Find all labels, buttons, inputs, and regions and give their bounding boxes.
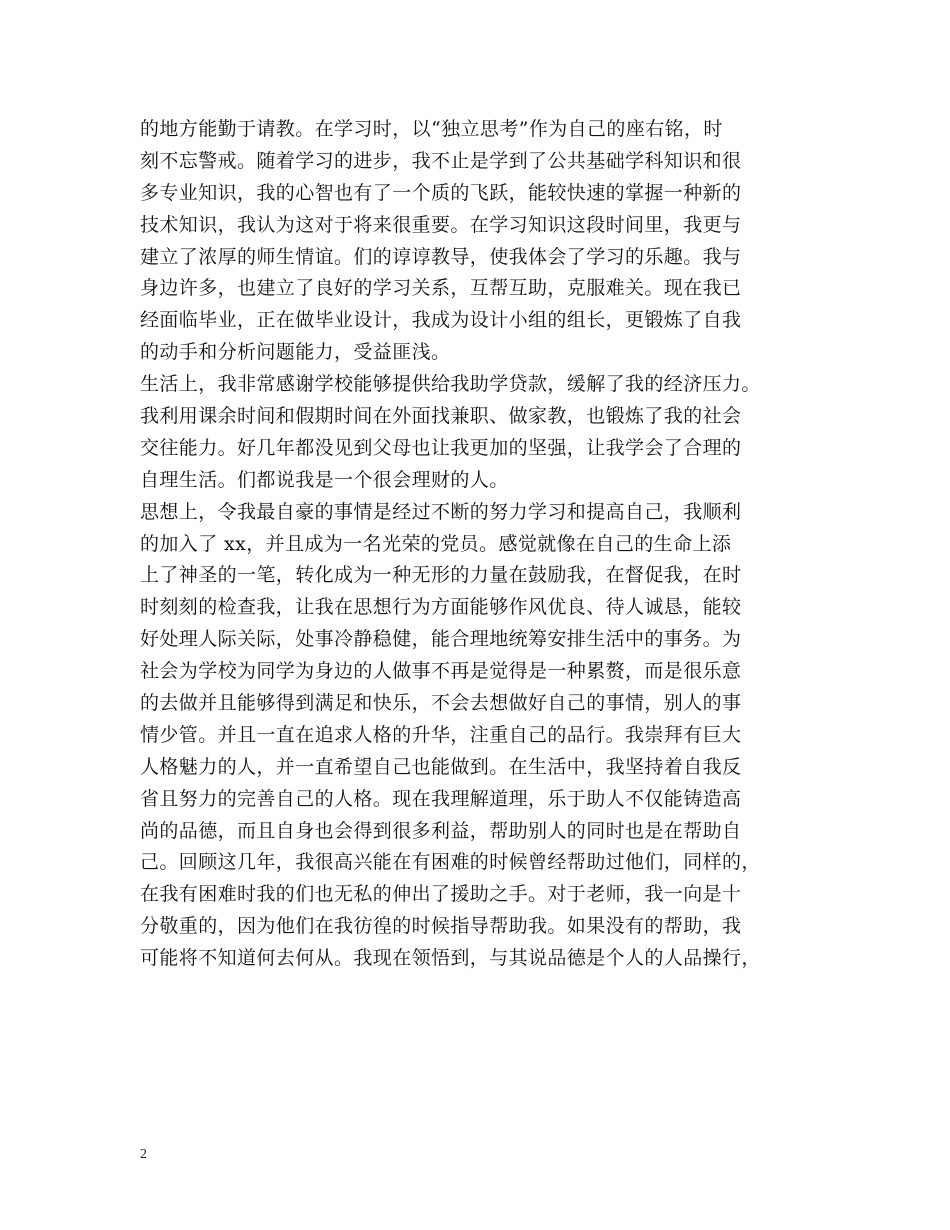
text-line: 经面临毕业，正在做毕业设计，我成为设计小组的组长，更锻炼了自我: [140, 309, 742, 332]
body-text: [140, 114, 830, 975]
text-line: 可能将不知道何去何从。我现在领悟到，与其说品德是个人的人品操行，: [140, 947, 761, 970]
text-line: 上了神圣的一笔，转化成为一种无形的力量在鼓励我，在督促我，在时: [140, 564, 742, 587]
text-line: 生活上，我非常感谢学校能够提供给我助学贷款，缓解了我的经济压力。: [140, 373, 761, 396]
text-line: 刻不忘警戒。随着学习的进步，我不止是学到了公共基础学科知识和很: [140, 149, 742, 172]
text-line: 的去做并且能够得到满足和快乐，不会去想做好自己的事情，别人的事: [140, 692, 742, 715]
text-line: 的加入了 xx，并且成为一名光荣的党员。感觉就像在自己的生命上添: [140, 532, 732, 555]
text-line: 己。回顾这几年，我很高兴能在有困难的时候曾经帮助过他们，同样的，: [140, 851, 761, 874]
text-line: 我利用课余时间和假期时间在外面找兼职、做家教，也锻炼了我的社会: [140, 405, 742, 428]
text-line: 社会为学校为同学为身边的人做事不再是觉得是一种累赘，而是很乐意: [140, 660, 742, 683]
text-line: 交往能力。好几年都没见到父母也让我更加的坚强，让我学会了合理的: [140, 436, 742, 459]
text-line: 的地方能勤于请教。在学习时，以“独立思考”作为自己的座右铭，时: [140, 118, 723, 140]
text-line: 思想上，令我最自豪的事情是经过不断的努力学习和提高自己，我顺利: [140, 500, 742, 523]
text-line: 多专业知识，我的心智也有了一个质的飞跃，能较快速的掌握一种新的: [140, 181, 742, 204]
text-line: 建立了浓厚的师生情谊。们的谆谆教导，使我体会了学习的乐趣。我与: [140, 245, 742, 268]
text-line: 技术知识，我认为这对于将来很重要。在学习知识这段时间里，我更与: [140, 213, 742, 236]
text-line: 好处理人际关际，处事冷静稳健，能合理地统筹安排生活中的事务。为: [140, 628, 742, 651]
page-number: 2: [140, 1147, 147, 1162]
text-line: 自理生活。们都说我是一个很会理财的人。: [140, 468, 509, 491]
text-line: 时刻刻的检查我，让我在思想行为方面能够作风优良、待人诚恳，能较: [140, 596, 742, 619]
text-line: 省且努力的完善自己的人格。现在我理解道理，乐于助人不仅能铸造高: [140, 787, 742, 810]
text-line: 尚的品德，而且自身也会得到很多利益，帮助别人的同时也是在帮助自: [140, 819, 742, 842]
text-line: 情少管。并且一直在追求人格的升华，注重自己的品行。我崇拜有巨大: [140, 723, 742, 746]
text-line: 分敬重的，因为他们在我彷徨的时候指导帮助我。如果没有的帮助，我: [140, 915, 742, 938]
text-line: 身边许多，也建立了良好的学习关系，互帮互助，克服难关。现在我已: [140, 277, 742, 300]
text-line: 在我有困难时我的们也无私的伸出了援助之手。对于老师，我一向是十: [140, 883, 742, 906]
text-line: 的动手和分析问题能力，受益匪浅。: [140, 341, 451, 364]
text-line: 人格魅力的人，并一直希望自己也能做到。在生活中，我坚持着自我反: [140, 755, 742, 778]
